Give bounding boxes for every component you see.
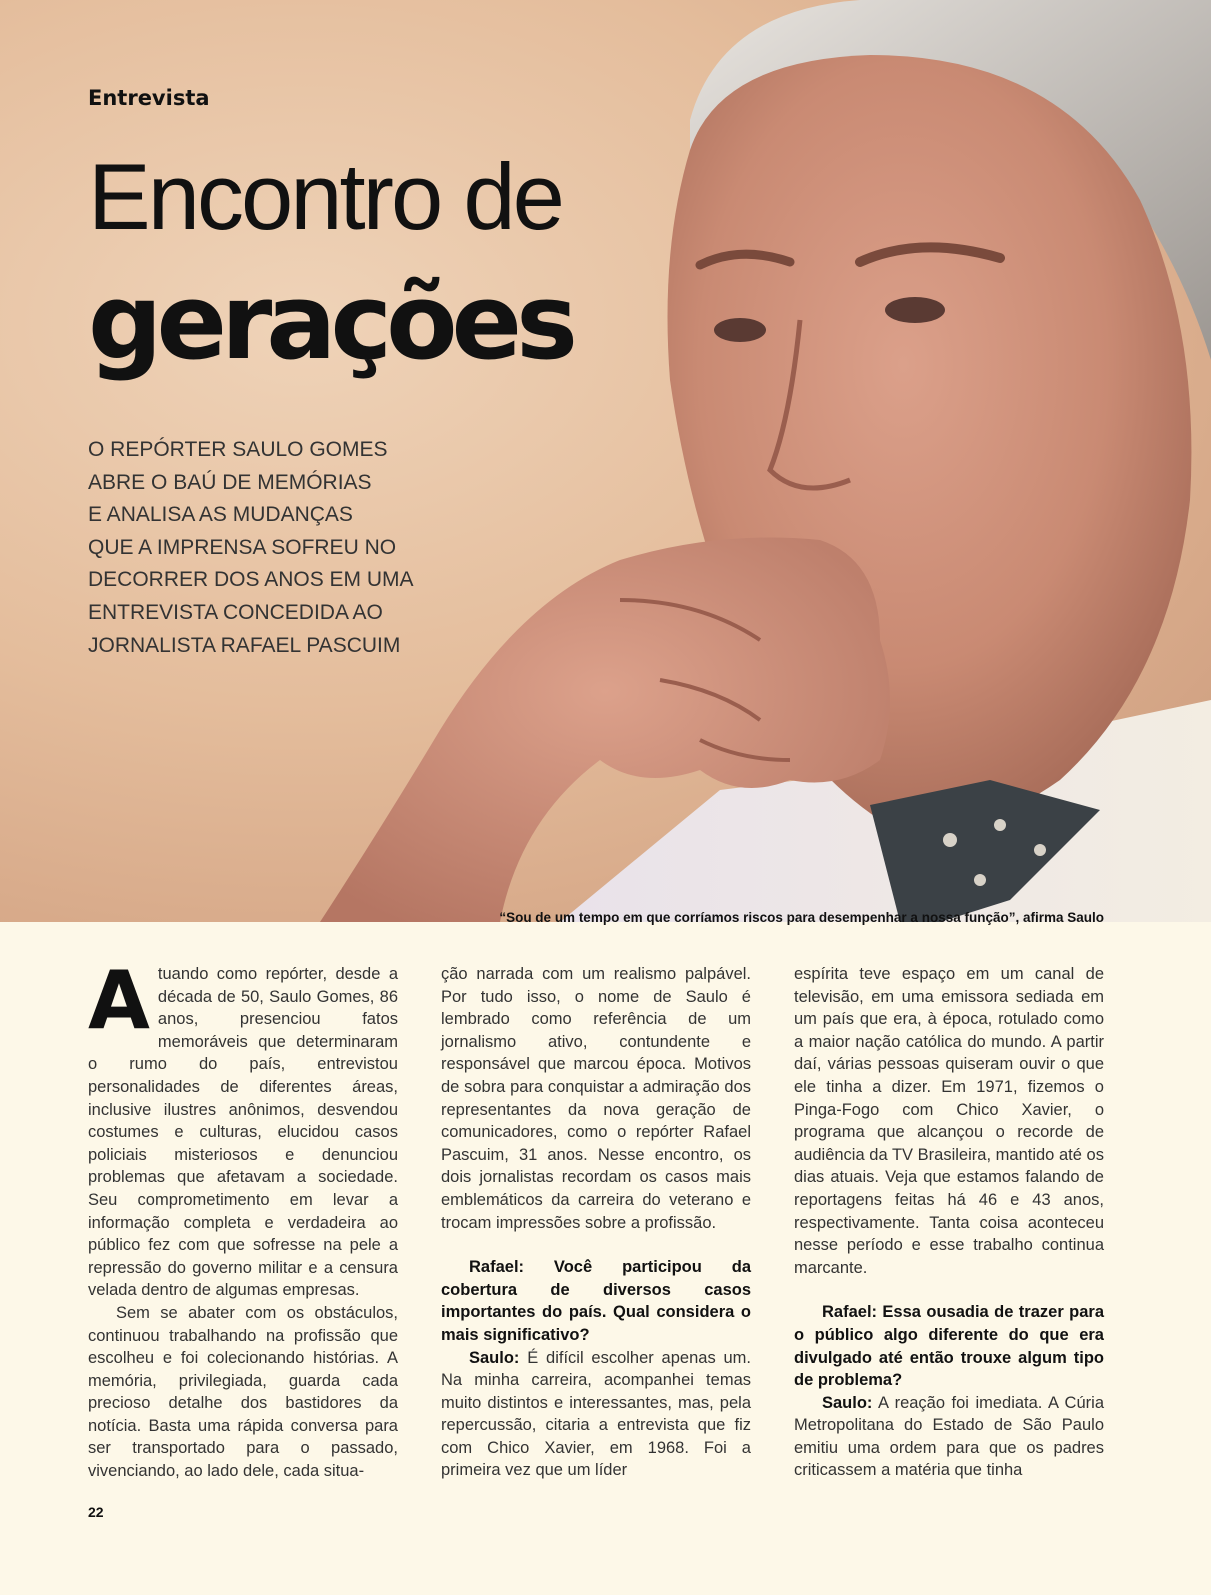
photo-caption: “Sou de um tempo em que corríamos riscos para desempenhar a nossa função”, afirma Saulo <box>499 910 1104 925</box>
answer-text: É difícil escolher apenas um. Na minha carreira, acompanhei temas muito distintos e interessantes, mas, pela repercussão, citaria a entrevista que fiz com Chico Xavier, em 1968. Foi a primeira vez que um líder <box>441 1348 751 1480</box>
drop-cap: A <box>88 954 150 1047</box>
deck-subheadline <box>88 434 428 662</box>
interview-answer <box>794 1392 1104 1482</box>
answer-speaker: Saulo: <box>822 1393 873 1412</box>
paragraph-gap <box>794 1279 1104 1301</box>
deck-line: QUE A IMPRENSA SOFREU NO <box>88 535 397 559</box>
deck-line: ABRE O BAÚ DE MEMÓRIAS <box>88 470 372 494</box>
article-paragraph: Sem se abater com os obstáculos, continuou trabalhando na profissão que escolheu e foi colecionando histórias. A memória, privilegiada, guarda cada precioso detalhe dos bastidores da notícia. Basta uma rápida conversa para ser transportado para o passado, vivenciando, ao lado dele, cada situa- <box>88 1303 398 1481</box>
section-label: Entrevista <box>88 86 210 110</box>
article-paragraph: ção narrada com um realismo palpável. Por tudo isso, o nome de Saulo é lembrado como referência de um jornalismo ativo, contundente e responsável que marcou época. Motivos de sobra para conquistar a admiração dos representantes da nova geração de comunicadores, como o repórter Rafael Pascuim, 31 anos. Nesse encontro, os dois jornalistas recordam os casos mais emblemáticos da carreira do veterano e trocam impressões sobre a profissão. <box>441 965 751 1232</box>
deck-line: ENTREVISTA CONCEDIDA AO <box>88 600 383 624</box>
interview-answer <box>441 1347 751 1483</box>
answer-text: A reação foi imediata. A Cúria Metropolitana do Estado de São Paulo emitiu uma ordem para que os padres criticassem a matéria que tinha <box>794 1393 1104 1480</box>
deck-line: O REPÓRTER SAULO GOMES <box>88 438 388 461</box>
headline-line-1: Encontro de <box>88 144 562 249</box>
article-paragraph: espírita teve espaço em um canal de televisão, em uma emissora sediada em um país que era, à época, rotulado como a maior nação católica do mundo. A partir daí, várias pessoas quiseram ouvir o que ele tinha a dizer. Em 1971, fizemos o Pinga-Fogo com Chico Xavier, o programa que alcançou o recorde de audiência da TV Brasileira, mantido até os dias atuais. Veja que estamos falando de reportagens feitas há 46 e 43 anos, respectivamente. Tanta coisa aconteceu nesse período e esse trabalho continua marcante. <box>794 965 1104 1277</box>
article-column-1 <box>88 954 398 1483</box>
answer-speaker: Saulo: <box>469 1348 520 1367</box>
article-paragraph <box>88 954 398 1302</box>
deck-line: JORNALISTA RAFAEL PASCUIM <box>88 633 401 657</box>
paragraph-text: tuando como repórter, desde a década de 50, Saulo Gomes, 86 anos, presenciou fatos memoráveis que determinaram o rumo do país, entrevistou personalidades de diferentes áreas, inclusive ilustres anônimos, desvendou costumes e culturas, elucidou casos policiais misteriosos e denunciou problemas que afetavam a sociedade. Seu comprometimento em levar a informação completa e verdadeira ao público fez com que sofresse na pele a repressão do governo militar e a censura velada dentro de algumas empresas. <box>88 965 398 1300</box>
deck-line: DECORRER DOS ANOS EM UMA <box>88 568 414 592</box>
headline-line-2: gerações <box>88 261 572 383</box>
page-number: 22 <box>88 1504 104 1520</box>
article-column-3 <box>794 963 1104 1482</box>
interview-question: Rafael: Você participou da cobertura de diversos casos importantes do país. Qual considera o mais significativo? <box>441 1258 751 1344</box>
paragraph-gap <box>441 1234 751 1256</box>
article-column-2 <box>441 963 751 1482</box>
interview-question: Rafael: Essa ousadia de trazer para o público algo diferente do que era divulgado até então trouxe algum tipo de problema? <box>794 1303 1104 1390</box>
deck-line: E ANALISA AS MUDANÇAS <box>88 503 353 527</box>
